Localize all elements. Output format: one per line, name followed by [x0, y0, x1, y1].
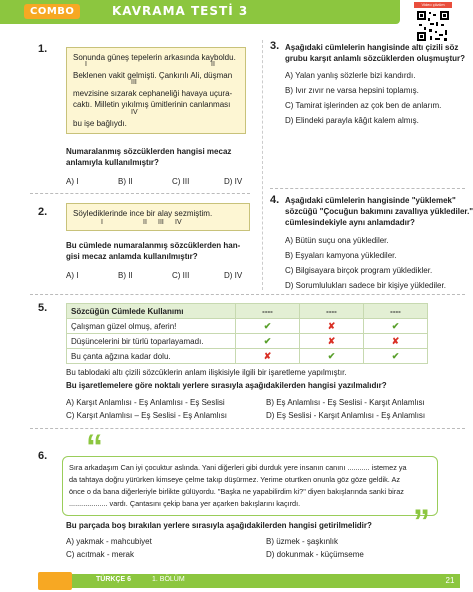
q1-option-b[interactable]: B) II — [118, 177, 133, 186]
q5-row-1-text: Çalışman güzel olmuş, aferin! — [67, 319, 236, 334]
q1-line-3: mevzisine sızarak cephaneliği havaya uçura- — [73, 89, 233, 98]
check-icon: ✔ — [300, 349, 364, 364]
q3-option-c[interactable]: C) Tamirat işlerinden az çok ben de anlarım. — [285, 101, 442, 110]
page-header — [0, 0, 473, 26]
q6-option-b[interactable]: B) üzmek - şaşkınlık — [266, 537, 339, 546]
question-5-number: 5. — [38, 302, 48, 314]
q3-option-b[interactable]: B) Ivır zıvır ne varsa hepsini toplamış. — [285, 86, 419, 95]
combo-logo: COMBO — [24, 4, 80, 19]
q6-line-3: önce o da bana diğerleriyle birlikte gülüyordu. "Başka ne yapabilirdim ki?" diyen bakışlarında sanki biraz — [69, 487, 404, 496]
q1-line-5: bu işe bağlıydı. — [73, 119, 127, 128]
q5-table-header: Sözcüğün Cümlede Kullanımı — [67, 304, 236, 319]
divider — [270, 188, 465, 189]
qr-code[interactable] — [414, 2, 452, 42]
question-6-number: 6. — [38, 450, 48, 462]
q6-option-d[interactable]: D) dokunmak - küçümseme — [266, 550, 364, 559]
table-row — [67, 349, 428, 364]
q1-question-line-1: Numaralanmış sözcüklerden hangisi mecaz — [66, 147, 232, 156]
question-3-number: 3. — [270, 40, 280, 52]
q5-row-3-text: Bu çanta ağzına kadar dolu. — [67, 349, 236, 364]
q4-question-line-2: sözcüğü "Çocuğun bakımını zavallıya yüklediler." — [285, 207, 473, 216]
q4-option-d[interactable]: D) Sorumlulukları sadece bir kişiye yüklediler. — [285, 281, 446, 290]
page-number: 21 — [445, 576, 455, 585]
q1-option-a[interactable]: A) I — [66, 177, 79, 186]
q2-option-b[interactable]: B) II — [118, 271, 133, 280]
publisher-logo — [38, 572, 72, 590]
q3-option-d[interactable]: D) Elindeki parayla kâğıt kalem almış. — [285, 116, 419, 125]
q5-table — [66, 303, 428, 364]
cross-icon: ✘ — [300, 334, 364, 349]
table-row — [67, 334, 428, 349]
check-icon: ✔ — [236, 334, 300, 349]
open-quote-icon: “ — [86, 428, 103, 466]
check-icon: ✔ — [364, 349, 428, 364]
q1-line-1: Sonunda güneş tepelerin arkasında kayboldu. — [73, 53, 236, 62]
q2-question-line-2: gisi mecaz anlamda kullanılmıştır? — [66, 252, 198, 261]
q4-option-c[interactable]: C) Bilgisayara birçok program yükledikler. — [285, 266, 433, 275]
q6-question: Bu parçada boş bırakılan yerlere sırasıyla aşağıdakilerden hangisi getirilmelidir? — [66, 521, 372, 530]
q1-mark-1: I — [85, 61, 87, 68]
q2-mark-3: III — [158, 219, 164, 226]
q1-mark-4: IV — [131, 109, 138, 116]
q5-row-2-text: Düşüncelerini bir türlü toparlayamadı. — [67, 334, 236, 349]
close-quote-icon: ” — [413, 503, 430, 541]
column-divider — [262, 40, 263, 290]
question-4-number: 4. — [270, 194, 280, 206]
q5-option-c[interactable]: C) Karşıt Anlamlısı – Eş Seslisi - Eş Anlamlısı — [66, 411, 227, 420]
q1-option-c[interactable]: C) III — [172, 177, 190, 186]
q4-question-line-3: cümlesindekiyle aynı anlamdadır? — [285, 218, 415, 227]
q3-question-line-1: Aşağıdaki cümlelerin hangisinde altı çizili söz — [285, 43, 459, 52]
test-title: KAVRAMA TESTİ 3 — [112, 4, 249, 18]
footer-course: TÜRKÇE 6 — [96, 576, 132, 583]
q6-option-c[interactable]: C) acıtmak - merak — [66, 550, 135, 559]
qr-icon — [416, 10, 450, 42]
q2-question-line-1: Bu cümlede numaralanmış sözcüklerden han- — [66, 241, 241, 250]
q5-option-a[interactable]: A) Karşıt Anlamlısı - Eş Anlamlısı - Eş Seslisi — [66, 398, 225, 407]
q4-question-line-1: Aşağıdaki cümlelerin hangisinde "yüklemek" — [285, 196, 456, 205]
cross-icon: ✘ — [364, 334, 428, 349]
q2-sentence-box — [66, 203, 250, 231]
q2-mark-4: IV — [175, 219, 182, 226]
cross-icon: ✘ — [300, 319, 364, 334]
divider — [30, 294, 465, 295]
q3-option-a[interactable]: A) Yalan yanlış sözlerle bizi kandırdı. — [285, 71, 416, 80]
q2-mark-2: II — [143, 219, 147, 226]
question-2-number: 2. — [38, 206, 48, 218]
q5-col-2: ---- — [300, 304, 364, 319]
check-icon: ✔ — [236, 319, 300, 334]
divider — [30, 193, 250, 194]
footer-unit: 1. BÖLÜM — [152, 576, 185, 583]
q1-question-line-2: anlamıyla kullanılmıştır? — [66, 158, 159, 167]
qr-label: Video çözüm — [414, 2, 452, 8]
q3-question-line-2: grubu karşıt anlamlı sözcüklerden oluşmuştur? — [285, 54, 466, 63]
q2-sentence: Söylediklerinde ince bir alay sezmiştim. — [73, 209, 213, 218]
q5-option-b[interactable]: B) Eş Anlamlısı - Eş Seslisi - Karşıt Anlamlısı — [266, 398, 425, 407]
table-row — [67, 319, 428, 334]
q1-line-2: Beklenen vakit gelmişti. Çankırılı Ali, düşman — [73, 71, 233, 80]
check-icon: ✔ — [364, 319, 428, 334]
q5-col-3: ---- — [364, 304, 428, 319]
q6-passage-box — [62, 456, 438, 516]
q5-info: Bu tablodaki altı çizili sözcüklerin anlam ilişkisiyle ilgili bir işaretleme yapılmıştır. — [66, 368, 347, 377]
q2-mark-1: I — [101, 219, 103, 226]
cross-icon: ✘ — [236, 349, 300, 364]
q6-line-2: da tahtaya doğru yürürken kimseye çelme takıp düşürmez. Yerime oturtken onunla göz göze geldik. Az — [69, 475, 400, 484]
question-1-number: 1. — [38, 43, 48, 55]
q1-option-d[interactable]: D) IV — [224, 177, 243, 186]
q5-question: Bu işaretlemelere göre noktalı yerlere sırasıyla aşağıdakilerden hangisi yazılmalıdır? — [66, 381, 387, 390]
q6-line-4: ................... vardı. Çantasını çekip bana yer açarken bakışlarını kaçırdı. — [69, 499, 301, 508]
q4-option-a[interactable]: A) Bütün suçu ona yüklediler. — [285, 236, 389, 245]
q5-option-d[interactable]: D) Eş Seslisi - Karşıt Anlamlısı - Eş Anlamlısı — [266, 411, 426, 420]
q2-option-c[interactable]: C) III — [172, 271, 190, 280]
q2-option-d[interactable]: D) IV — [224, 271, 243, 280]
q2-option-a[interactable]: A) I — [66, 271, 79, 280]
q1-passage-box — [66, 47, 246, 134]
q6-line-1: Sıra arkadaşım Can iyi çocuktur aslında. Yani diğerleri gibi durduk yere insanın canını ........... istemez ya — [69, 463, 407, 472]
q1-mark-2: II — [211, 61, 215, 68]
q4-option-b[interactable]: B) Eşyaları kamyona yüklediler. — [285, 251, 397, 260]
page-footer — [0, 572, 473, 592]
q5-col-1: ---- — [236, 304, 300, 319]
q1-line-4: caktı. Milletin yıkılmış ümitlerinin canlanması — [73, 100, 231, 109]
q1-mark-3: III — [131, 79, 137, 86]
q6-option-a[interactable]: A) yakmak - mahcubiyet — [66, 537, 152, 546]
